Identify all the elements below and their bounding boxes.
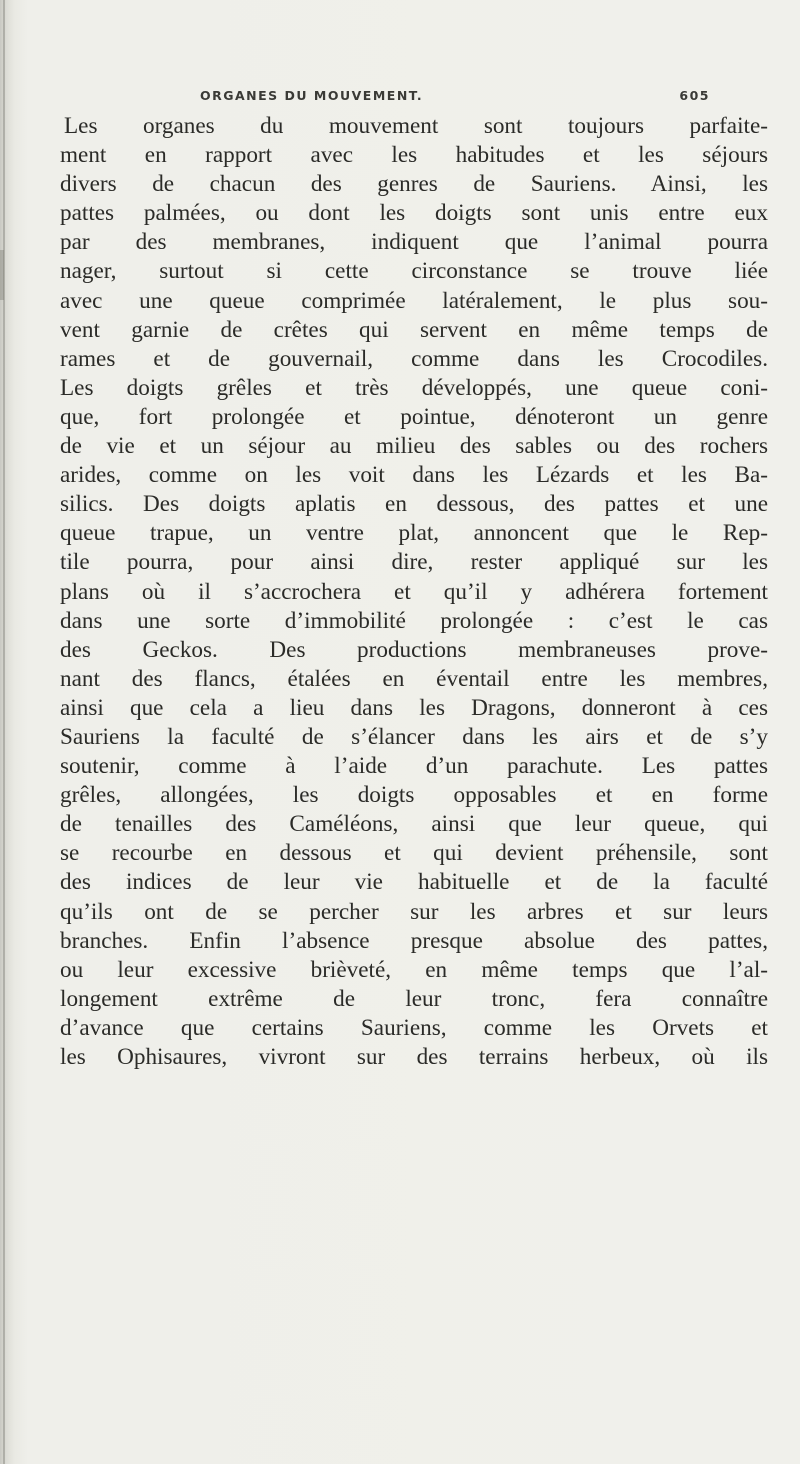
text-line: dans une sorte d’immobilité prolongée : c’est le cas [60, 607, 768, 634]
text-line: ou leur excessive brièveté, en même temps que l’al- [60, 956, 768, 983]
text-line: pattes palmées, ou dont les doigts sont unis entre eux [60, 200, 768, 227]
text-line: ment en rapport avec les habitudes et les séjours [60, 142, 768, 169]
body-text [60, 112, 768, 1072]
text-line: de tenailles des Caméléons, ainsi que leur queue, qui [60, 811, 768, 838]
text-line: avec une queue comprimée latéralement, le plus sou- [60, 287, 768, 314]
text-line: les Ophisaures, vivront sur des terrains herbeux, où ils [60, 1044, 768, 1070]
text-line: queue trapue, un ventre plat, annoncent que le Rep- [60, 520, 768, 547]
text-line: divers de chacun des genres de Sauriens. Ainsi, les [60, 171, 768, 198]
running-head [200, 88, 710, 110]
text-line: des indices de leur vie habituelle et de la faculté [60, 869, 768, 896]
running-head-title: ORGANES DU MOUVEMENT. [200, 88, 424, 103]
text-line: rames et de gouvernail, comme dans les Crocodiles. [60, 345, 768, 372]
text-line: longement extrême de leur tronc, fera connaître [60, 985, 768, 1012]
text-line: vent garnie de crêtes qui servent en même temps de [60, 316, 768, 343]
text-line: grêles, allongées, les doigts opposables et en forme [60, 782, 768, 809]
text-line: d’avance que certains Sauriens, comme les Orvets et [60, 1014, 768, 1041]
text-line: Les doigts grêles et très développés, une queue coni- [60, 374, 768, 401]
text-line: nager, surtout si cette circonstance se trouve liée [60, 258, 768, 285]
text-line: ainsi que cela a lieu dans les Dragons, donneront à ces [60, 694, 768, 721]
text-line: des Geckos. Des productions membraneuses prove- [60, 636, 768, 663]
page-number: 605 [679, 88, 710, 103]
text-line: plans où il s’accrochera et qu’il y adhérera fortement [60, 578, 768, 605]
text-line: soutenir, comme à l’aide d’un parachute. Les pattes [60, 753, 768, 780]
text-line: arides, comme on les voit dans les Lézards et les Ba- [60, 462, 768, 489]
text-line: par des membranes, indiquent que l’animal pourra [60, 229, 768, 256]
text-line: Les organes du mouvement sont toujours parfaite- [64, 113, 768, 139]
text-line: Sauriens la faculté de s’élancer dans les airs et de s’y [60, 723, 768, 750]
text-line: branches. Enfin l’absence presque absolue des pattes, [60, 927, 768, 954]
page-edge-mark [0, 250, 4, 300]
text-line: se recourbe en dessous et qui devient préhensile, sont [60, 840, 768, 867]
text-line: tile pourra, pour ainsi dire, rester appliqué sur les [60, 549, 768, 576]
binding-gutter-line [3, 0, 5, 1464]
text-line: que, fort prolongée et pointue, dénoteront un genre [60, 403, 768, 430]
text-line: de vie et un séjour au milieu des sables ou des rochers [60, 433, 768, 460]
text-line: silics. Des doigts aplatis en dessous, des pattes et une [60, 491, 768, 518]
text-line: qu’ils ont de se percher sur les arbres et sur leurs [60, 898, 768, 925]
text-line: nant des flancs, étalées en éventail entre les membres, [60, 665, 768, 692]
